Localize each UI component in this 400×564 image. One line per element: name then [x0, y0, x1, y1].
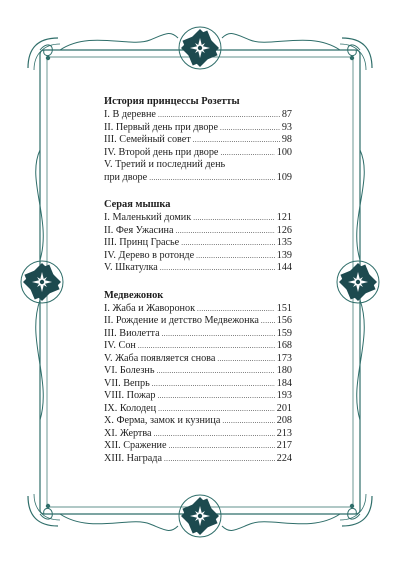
dot-leader [261, 316, 275, 326]
entry-title: IV. Сон [104, 340, 136, 351]
toc-entry[interactable] [104, 453, 292, 466]
entry-page: 144 [276, 262, 292, 273]
entry-page: 135 [276, 237, 292, 248]
toc-entry[interactable] [104, 237, 292, 250]
entry-page: 213 [276, 427, 292, 439]
entry-title: VIII. Пожар [104, 390, 156, 401]
toc-entry[interactable] [104, 159, 292, 184]
toc-entry[interactable] [104, 390, 292, 403]
toc-entry[interactable] [104, 225, 292, 238]
dot-leader [157, 366, 275, 376]
toc-section [104, 95, 292, 184]
entry-title: V. Шкатулка [104, 262, 158, 273]
dot-leader [158, 404, 275, 414]
entry-title-continued: при дворе [104, 171, 148, 183]
dot-leader [138, 341, 275, 351]
entry-page: 93 [281, 121, 292, 133]
toc-entry[interactable] [104, 147, 292, 160]
toc-entry[interactable] [104, 262, 292, 275]
entry-page: 180 [276, 365, 292, 376]
dot-leader [196, 251, 275, 261]
dot-leader [222, 416, 274, 426]
entry-title: II. Фея Ужасина [104, 224, 174, 236]
dot-leader [149, 173, 275, 183]
toc-entry[interactable] [104, 415, 292, 428]
section-title: Серая мышка [104, 199, 171, 210]
dot-leader [220, 148, 274, 158]
dot-leader [181, 238, 275, 248]
toc-entry[interactable] [104, 303, 292, 316]
entry-title: V. Третий и последний день [104, 159, 226, 170]
dot-leader [193, 135, 280, 145]
entry-title: IX. Колодец [104, 402, 157, 414]
entry-title: XII. Сражение [104, 440, 167, 451]
entry-page: 121 [276, 212, 292, 223]
entry-page: 168 [276, 340, 292, 351]
entry-title: XI. Жертва [104, 427, 152, 439]
toc-entry[interactable] [104, 134, 292, 147]
toc-entry[interactable] [104, 122, 292, 135]
dot-leader [197, 304, 275, 314]
toc-entry[interactable] [104, 428, 292, 441]
entry-title: II. Рождение и детство Медвежонка [104, 315, 259, 326]
entry-page: 224 [276, 452, 292, 464]
entry-title: III. Виолетта [104, 327, 160, 339]
entry-page: 156 [276, 315, 292, 326]
entry-title: V. Жаба появляется снова [104, 352, 216, 364]
toc-entry[interactable] [104, 378, 292, 391]
dot-leader [217, 354, 274, 364]
toc-entry[interactable] [104, 365, 292, 378]
entry-page: 173 [276, 352, 292, 364]
toc-entry[interactable] [104, 250, 292, 263]
dot-leader [164, 454, 275, 464]
entry-page: 126 [276, 224, 292, 236]
entry-page: 100 [276, 146, 292, 158]
entry-page: 109 [276, 171, 292, 183]
entry-title: III. Принц Грасье [104, 237, 180, 248]
entry-title: IV. Второй день при дворе [104, 146, 219, 158]
entry-title: X. Ферма, замок и кузница [104, 415, 221, 426]
entry-title: I. В деревне [104, 109, 156, 120]
dot-leader [176, 226, 275, 236]
dot-leader [169, 441, 275, 451]
dot-leader [157, 391, 274, 401]
entry-page: 87 [281, 109, 292, 120]
entry-page: 184 [276, 377, 292, 389]
toc-entry[interactable] [104, 212, 292, 225]
entry-page: 151 [276, 302, 292, 314]
toc-section [104, 198, 292, 275]
entry-page: 217 [276, 440, 292, 451]
toc-entry[interactable] [104, 440, 292, 453]
entry-title: XIII. Награда [104, 452, 163, 464]
entry-title: III. Семейный совет [104, 134, 191, 145]
dot-leader [160, 263, 275, 273]
entry-title: I. Жаба и Жаворонок [104, 302, 196, 314]
entry-title: I. Маленький домик [104, 212, 192, 223]
entry-title: VII. Вепрь [104, 377, 150, 389]
toc-entry[interactable] [104, 315, 292, 328]
entry-page: 159 [276, 327, 292, 339]
dot-leader [220, 123, 280, 133]
entry-page: 193 [276, 390, 292, 401]
dot-leader [162, 329, 275, 339]
toc-section [104, 289, 292, 466]
entry-title: IV. Дерево в ротонде [104, 249, 195, 261]
table-of-contents [104, 95, 292, 479]
toc-entry[interactable] [104, 403, 292, 416]
toc-entry[interactable] [104, 109, 292, 122]
dot-leader [152, 379, 275, 389]
section-title: Медвежонок [104, 289, 164, 301]
entry-title: VI. Болезнь [104, 365, 155, 376]
dot-leader [193, 213, 275, 223]
dot-leader [154, 429, 275, 439]
toc-entry[interactable] [104, 353, 292, 366]
entry-page: 98 [281, 134, 292, 145]
dot-leader [158, 110, 280, 120]
toc-entry[interactable] [104, 340, 292, 353]
entry-page: 139 [276, 249, 292, 261]
section-title: История принцессы Розетты [104, 96, 240, 107]
entry-page: 208 [276, 415, 292, 426]
toc-entry[interactable] [104, 328, 292, 341]
entry-page: 201 [276, 402, 292, 414]
entry-title: II. Первый день при дворе [104, 121, 219, 133]
